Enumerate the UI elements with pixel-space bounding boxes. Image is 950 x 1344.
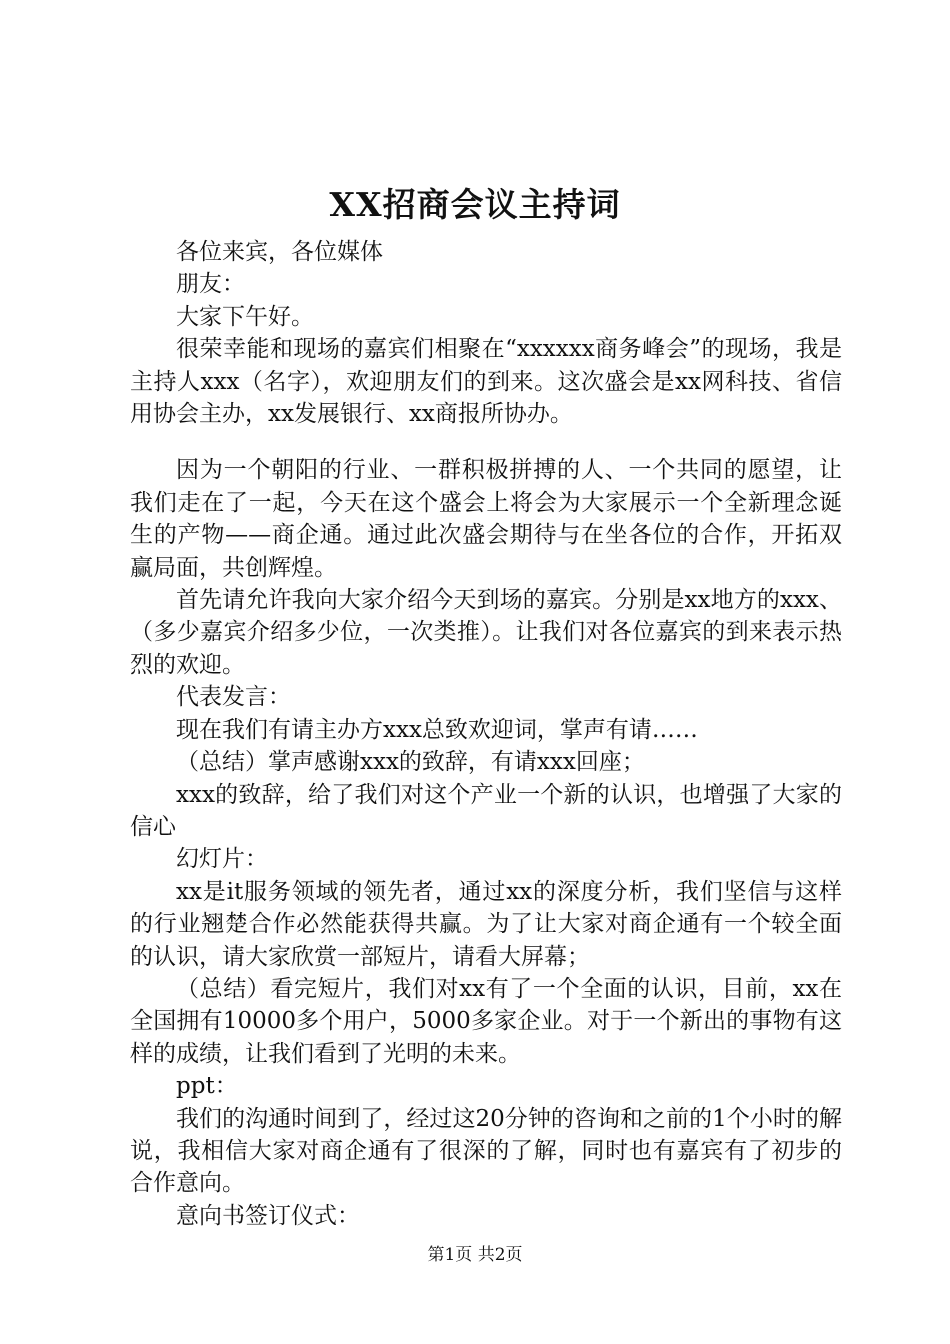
page-number: 第1页 共2页 xyxy=(427,1245,523,1265)
paragraph-welcome-speech: 现在我们有请主办方xxx总致欢迎词，掌声有请…… xyxy=(176,716,698,743)
paragraph-introduction: 因为一个朝阳的行业、一群积极拼搏的人、一个共同的愿望，让我们走在了一起，今天在这个盛会上将会为大家展示一个全新理念诞生的产物——商企通。通过此次盛会期待与在坐各位的合作，开拓双赢局面，共创辉煌。 xyxy=(130,457,842,581)
paragraph-speech-summary: xxx的致辞，给了我们对这个产业一个新的认识，也增强了大家的信心 xyxy=(130,781,842,840)
paragraph-signing-heading: 意向书签订仪式： xyxy=(176,1202,360,1229)
paragraph-thanks: （总结）掌声感谢xxx的致辞，有请xxx回座； xyxy=(176,749,645,776)
paragraph-slides-heading: 幻灯片： xyxy=(176,846,268,873)
document-body xyxy=(130,236,842,1232)
paragraph-friends: 朋友： xyxy=(176,271,245,298)
paragraph-greeting: 各位来宾，各位媒体 xyxy=(176,239,383,265)
paragraph-speech-heading: 代表发言： xyxy=(176,684,291,711)
paragraph-welcome: 很荣幸能和现场的嘉宾们相聚在“xxxxxx商务峰会”的现场，我是主持人xxx（名字），欢迎朋友们的到来。这次盛会是xx网科技、省信用协会主办，xx发展银行、xx商报所协办。 xyxy=(130,336,842,428)
paragraph-ppt-heading: ppt： xyxy=(176,1073,238,1100)
paragraph-guests: 首先请允许我向大家介绍今天到场的嘉宾。分别是xx地方的xxx、（多少嘉宾介绍多少位，一次类推）。让我们对各位嘉宾的到来表示热烈的欢迎。 xyxy=(130,587,842,678)
paragraph-video-summary: （总结）看完短片，我们对xx有了一个全面的认识，目前，xx在全国拥有10000多个用户，5000多家企业。对于一个新出的事物有这样的成绩，让我们看到了光明的未来。 xyxy=(130,975,842,1067)
paragraph-slides: xx是it服务领域的领先者，通过xx的深度分析，我们坚信与这样的行业翘楚合作必然能获得共赢。为了让大家对商企通有一个较全面的认识，请大家欣赏一部短片，请看大屏幕； xyxy=(130,878,842,970)
document-title: XX招商会议主持词 xyxy=(329,185,621,224)
paragraph-good-afternoon: 大家下午好。 xyxy=(176,303,314,330)
paragraph-consultation: 我们的沟通时间到了，经过这20分钟的咨询和之前的1个小时的解说，我相信大家对商企通有了很深的了解，同时也有嘉宾有了初步的合作意向。 xyxy=(130,1105,842,1197)
